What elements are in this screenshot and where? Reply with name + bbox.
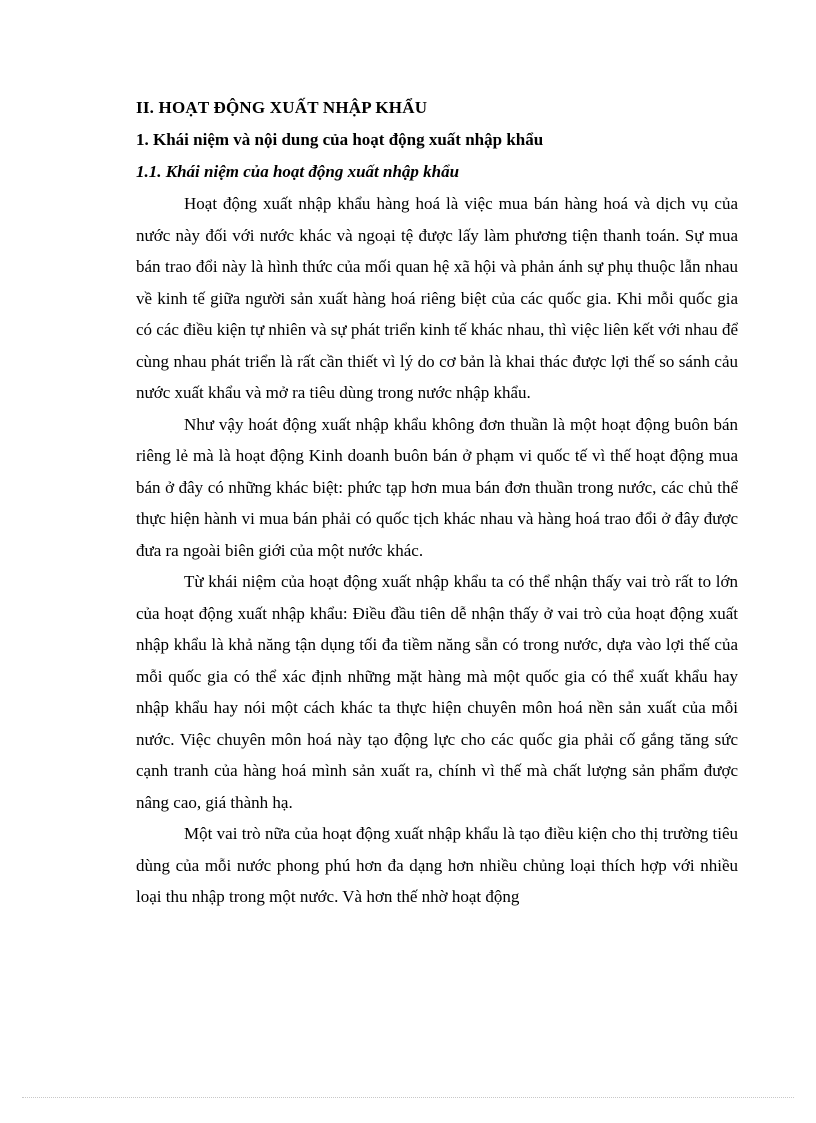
section-title: II. HOẠT ĐỘNG XUẤT NHẬP KHẨU bbox=[136, 98, 428, 117]
paragraph-international-trade: Như vậy hoát động xuất nhập khẩu không đơn thuần là một hoạt động buôn bán riêng lẻ mà là hoạt động Kinh doanh buôn bán ở phạm vi quốc tế vì thế hoạt động mua bán ở đây có những khác biệt: phức tạp hơn mua bán đơn thuần trong nước, các chủ thể thực hiện hành vi mua bán phải có quốc tịch khác nhau và hàng hoá trao đổi ở đây được đưa ra ngoài biên giới của một nước khác. bbox=[136, 414, 738, 560]
paragraph-definition: Hoạt động xuất nhập khẩu hàng hoá là việc mua bán hàng hoá và dịch vụ của nước này đối với nước khác và ngoại tệ được lấy làm phương tiện thanh toán. Sự mua bán trao đổi này là hình thức của mối quan hệ xã hội và phản ánh sự phụ thuộc lẫn nhau về kinh tế giữa người sản xuất hàng hoá riêng biệt của các quốc gia. Khi mỗi quốc gia có các điều kiện tự nhiên và sự phát triển kinh tế khác nhau, thì việc liên kết với nhau để cùng nhau phát triển là rất cần thiết vì lý do cơ bản là khai thác được lợi thế so sánh cảu nước xuất khẩu và mở ra tiêu dùng trong nước nhập khẩu. bbox=[136, 194, 738, 402]
paragraph-market-role: Một vai trò nữa của hoạt động xuất nhập khẩu là tạo điều kiện cho thị trường tiêu dùng của mỗi nước phong phú hơn đa dạng hơn nhiều chủng loại thích hợp với nhiều loại thu nhập trong một nước. Và hơn thế nhờ hoạt động bbox=[136, 824, 738, 906]
paragraph-role: Từ khái niệm của hoạt động xuất nhập khẩu ta có thể nhận thấy vai trò rất to lớn của hoạt động xuất nhập khẩu: Điều đầu tiên dễ nhận thấy ở vai trò của hoạt động xuất nhập khẩu là khả năng tận dụng tối đa tiềm năng sẵn có trong nước, dựa vào lợi thế của mỗi quốc gia có thể xác định những mặt hàng mà một quốc gia có thể xuất khẩu hay nhập khẩu hay nói một cách khác ta thực hiện chuyên môn hoá nền sản xuất của mỗi nước. Việc chuyên môn hoá này tạo động lực cho các quốc gia phải cố gắng tăng sức cạnh tranh của hàng hoá mình sản xuất ra, chính vì thế mà chất lượng sản phẩm được nâng cao, giá thành hạ. bbox=[136, 572, 738, 812]
document-page bbox=[136, 92, 738, 913]
subsubsection-title: 1.1. Khái niệm của hoạt động xuất nhập khẩu bbox=[136, 162, 460, 181]
page-bottom-divider bbox=[22, 1097, 794, 1098]
subsection-title: 1. Khái niệm và nội dung của hoạt động xuất nhập khẩu bbox=[136, 130, 544, 149]
